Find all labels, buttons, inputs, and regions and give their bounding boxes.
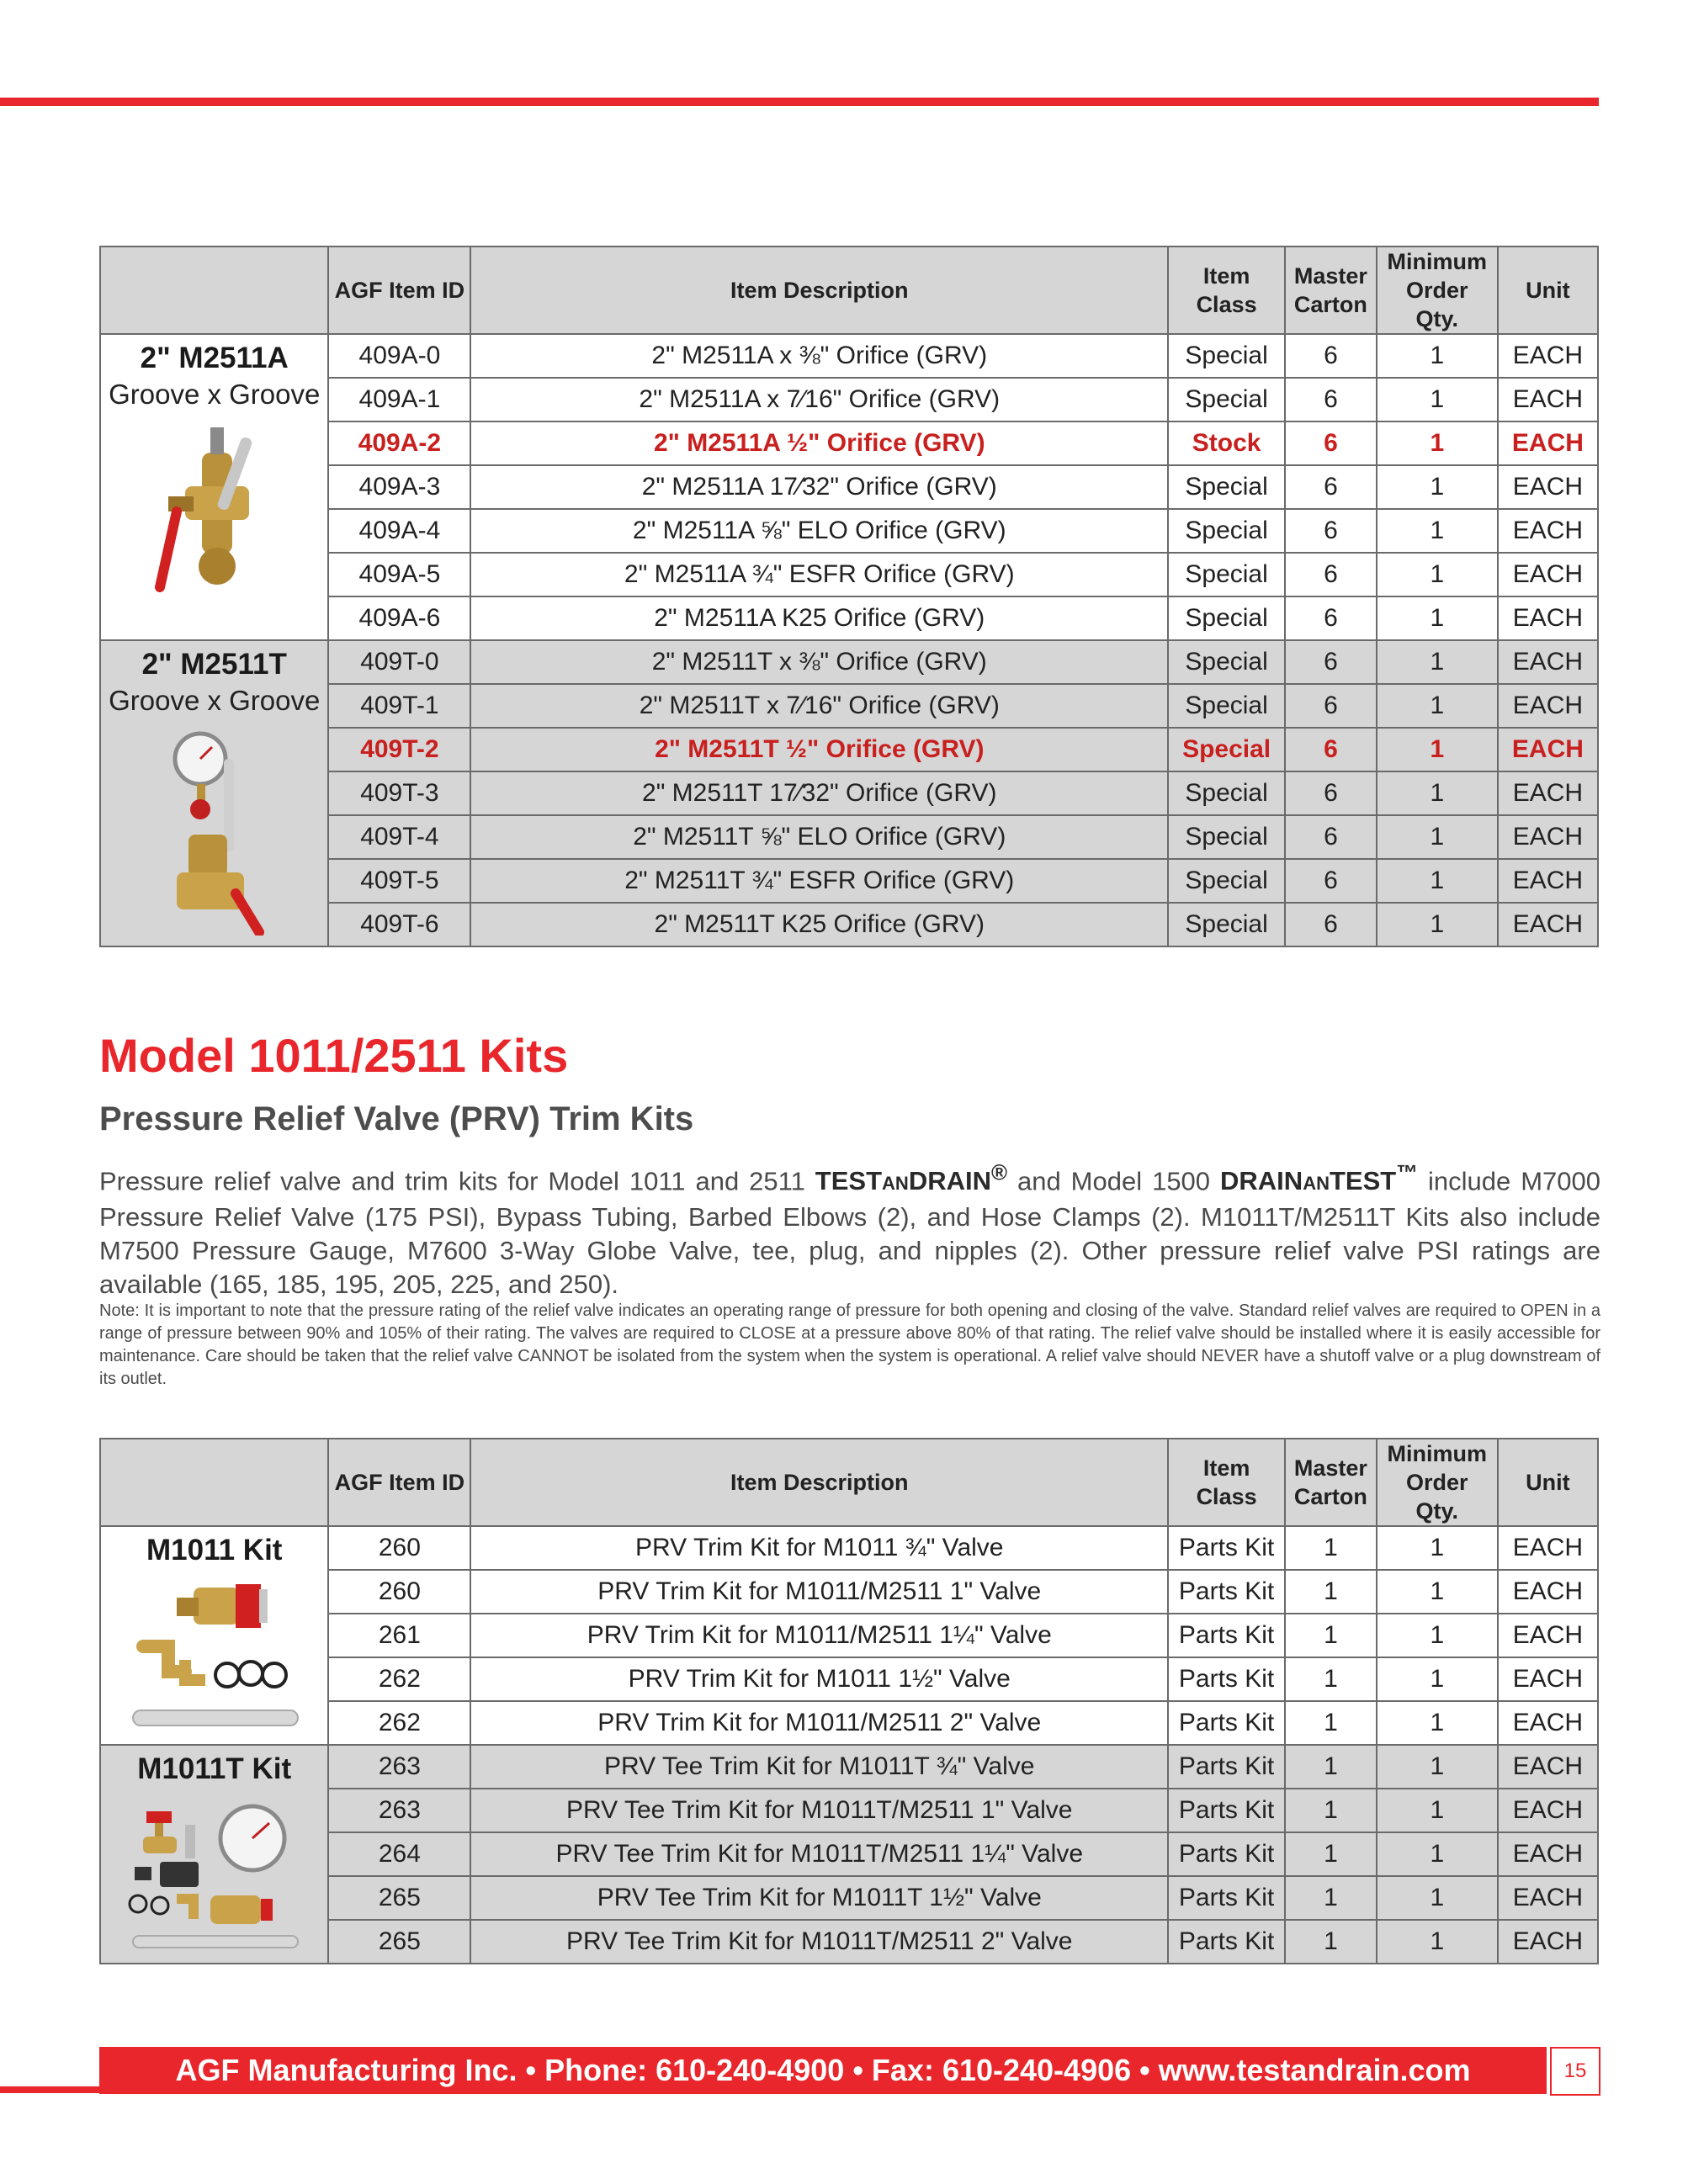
table-row: [100, 1745, 1598, 1789]
unit: EACH: [1498, 1789, 1598, 1832]
item-id: 265: [328, 1920, 470, 1964]
item-class: Parts Kit: [1168, 1570, 1285, 1614]
unit: EACH: [1498, 1701, 1598, 1745]
unit: EACH: [1498, 1920, 1598, 1964]
header-item-class: Item Class: [1168, 246, 1285, 334]
item-id: 409A-2: [328, 421, 470, 465]
header-unit: Unit: [1498, 246, 1598, 334]
item-class: Special: [1168, 728, 1285, 771]
unit: EACH: [1498, 903, 1598, 946]
unit: EACH: [1498, 421, 1598, 465]
item-class: Stock: [1168, 421, 1285, 465]
item-class: Special: [1168, 815, 1285, 859]
header-master-carton: Master Carton: [1285, 1439, 1377, 1526]
min-order-qty: 1: [1377, 684, 1498, 728]
master-carton: 6: [1285, 509, 1377, 553]
item-description: PRV Tee Trim Kit for M1011T 1½" Valve: [470, 1876, 1168, 1920]
header-blank: [100, 1439, 328, 1526]
item-description: 2" M2511T ⅝" ELO Orifice (GRV): [470, 815, 1168, 859]
master-carton: 6: [1285, 859, 1377, 903]
unit: EACH: [1498, 465, 1598, 509]
header-item-id: AGF Item ID: [328, 1439, 470, 1526]
group-cell-m1011-kit: [100, 1526, 328, 1745]
item-id: 409T-1: [328, 684, 470, 728]
master-carton: 6: [1285, 771, 1377, 815]
item-id: 260: [328, 1526, 470, 1570]
min-order-qty: 1: [1377, 378, 1498, 421]
item-description: PRV Tee Trim Kit for M1011T/M2511 2" Valve: [470, 1920, 1168, 1964]
para-between: and Model 1500: [1007, 1166, 1221, 1196]
master-carton: 6: [1285, 553, 1377, 596]
master-carton: 1: [1285, 1614, 1377, 1657]
page-number: 15: [1550, 2047, 1600, 2096]
item-description: 2" M2511T x ⅜" Orifice (GRV): [470, 640, 1168, 684]
item-id: 409A-5: [328, 553, 470, 596]
item-class: Special: [1168, 465, 1285, 509]
para-intro: Pressure relief valve and trim kits for Model 1011 and 2511: [99, 1166, 815, 1196]
item-id: 409A-6: [328, 596, 470, 640]
unit: EACH: [1498, 859, 1598, 903]
item-description: 2" M2511T ½" Orifice (GRV): [470, 728, 1168, 771]
item-description: 2" M2511A ½" Orifice (GRV): [470, 421, 1168, 465]
item-description: 2" M2511T 17⁄32" Orifice (GRV): [470, 771, 1168, 815]
item-id: 263: [328, 1745, 470, 1789]
min-order-qty: 1: [1377, 1745, 1498, 1789]
table-row: [100, 1526, 1598, 1570]
master-carton: 6: [1285, 640, 1377, 684]
item-class: Parts Kit: [1168, 1745, 1285, 1789]
min-order-qty: 1: [1377, 903, 1498, 946]
m2511a-valve-image: [151, 419, 278, 604]
item-class: Parts Kit: [1168, 1876, 1285, 1920]
unit: EACH: [1498, 728, 1598, 771]
unit: EACH: [1498, 1526, 1598, 1570]
unit: EACH: [1498, 596, 1598, 640]
item-description: 2" M2511A ¾" ESFR Orifice (GRV): [470, 553, 1168, 596]
item-description: PRV Trim Kit for M1011/M2511 2" Valve: [470, 1701, 1168, 1745]
item-class: Special: [1168, 596, 1285, 640]
table-row: [100, 334, 1598, 378]
group-cell-m2511a: [100, 334, 328, 640]
group-title: 2" M2511T: [141, 648, 287, 681]
unit: EACH: [1498, 1832, 1598, 1876]
header-item-id: AGF Item ID: [328, 246, 470, 334]
min-order-qty: 1: [1377, 815, 1498, 859]
table-header-row: [100, 246, 1598, 334]
item-id: 409A-0: [328, 334, 470, 378]
unit: EACH: [1498, 771, 1598, 815]
item-class: Parts Kit: [1168, 1526, 1285, 1570]
item-description: 2" M2511T ¾" ESFR Orifice (GRV): [470, 859, 1168, 903]
item-id: 262: [328, 1657, 470, 1701]
section-title: Model 1011/2511 Kits: [99, 1029, 569, 1082]
item-description: 2" M2511A 17⁄32" Orifice (GRV): [470, 465, 1168, 509]
unit: EACH: [1498, 1657, 1598, 1701]
item-class: Special: [1168, 509, 1285, 553]
item-class: Special: [1168, 771, 1285, 815]
item-id: 409T-3: [328, 771, 470, 815]
section-subtitle: Pressure Relief Valve (PRV) Trim Kits: [99, 1100, 694, 1137]
master-carton: 1: [1285, 1789, 1377, 1832]
master-carton: 6: [1285, 815, 1377, 859]
master-carton: 1: [1285, 1701, 1377, 1745]
master-carton: 1: [1285, 1657, 1377, 1701]
group-title: 2" M2511A: [140, 342, 289, 374]
item-id: 260: [328, 1570, 470, 1614]
header-min-order: Minimum Order Qty.: [1377, 246, 1498, 334]
item-description: 2" M2511A x 7⁄16" Orifice (GRV): [470, 378, 1168, 421]
item-class: Special: [1168, 859, 1285, 903]
item-class: Special: [1168, 903, 1285, 946]
min-order-qty: 1: [1377, 771, 1498, 815]
footer-contact-bar: AGF Manufacturing Inc. • Phone: 610-240-4900 • Fax: 610-240-4906 • www.testandrain.com: [99, 2047, 1547, 2094]
unit: EACH: [1498, 1745, 1598, 1789]
group-cell-m1011t-kit: [100, 1745, 328, 1964]
min-order-qty: 1: [1377, 1876, 1498, 1920]
m1011t-kit-image: [126, 1794, 303, 1954]
item-id: 409T-2: [328, 728, 470, 771]
master-carton: 1: [1285, 1745, 1377, 1789]
kit-description: [99, 1157, 1600, 1301]
item-description: PRV Tee Trim Kit for M1011T/M2511 1" Valve: [470, 1789, 1168, 1832]
item-id: 264: [328, 1832, 470, 1876]
item-class: Parts Kit: [1168, 1920, 1285, 1964]
min-order-qty: 1: [1377, 728, 1498, 771]
item-description: PRV Tee Trim Kit for M1011T ¾" Valve: [470, 1745, 1168, 1789]
item-id: 262: [328, 1701, 470, 1745]
master-carton: 6: [1285, 421, 1377, 465]
item-id: 409T-4: [328, 815, 470, 859]
min-order-qty: 1: [1377, 1657, 1498, 1701]
item-class: Parts Kit: [1168, 1657, 1285, 1701]
item-class: Parts Kit: [1168, 1832, 1285, 1876]
min-order-qty: 1: [1377, 421, 1498, 465]
item-class: Special: [1168, 553, 1285, 596]
item-description: 2" M2511T K25 Orifice (GRV): [470, 903, 1168, 946]
item-description: 2" M2511A K25 Orifice (GRV): [470, 596, 1168, 640]
m1011-kit-image: [126, 1576, 303, 1736]
item-class: Special: [1168, 378, 1285, 421]
master-carton: 6: [1285, 465, 1377, 509]
footer-left-rule: [0, 2086, 99, 2093]
min-order-qty: 1: [1377, 596, 1498, 640]
item-id: 409A-3: [328, 465, 470, 509]
header-description: Item Description: [470, 246, 1168, 334]
m2511t-valve-image: [151, 725, 278, 936]
item-class: Parts Kit: [1168, 1789, 1285, 1832]
item-class: Special: [1168, 334, 1285, 378]
master-carton: 6: [1285, 728, 1377, 771]
unit: EACH: [1498, 553, 1598, 596]
master-carton: 1: [1285, 1832, 1377, 1876]
master-carton: 6: [1285, 334, 1377, 378]
para-rest: include M7000 Pressure Relief Valve (175 PSI), Bypass Tubing, Barbed Elbows (2), and Hose Clamps (2). M1011T/M2511T Kits also include M7500 Pressure Gauge, M7600 3-Way Globe Valve, tee, plug, and nipples (2). Other pressure relief valve PSI ratings are available (165, 185, 195, 205, 225, and 250).: [99, 1166, 1600, 1300]
table-header-row: [100, 1439, 1598, 1526]
unit: EACH: [1498, 509, 1598, 553]
min-order-qty: 1: [1377, 1614, 1498, 1657]
min-order-qty: 1: [1377, 509, 1498, 553]
item-class: Special: [1168, 684, 1285, 728]
group-title: M1011T Kit: [137, 1752, 292, 1785]
min-order-qty: 1: [1377, 640, 1498, 684]
item-description: 2" M2511A ⅝" ELO Orifice (GRV): [470, 509, 1168, 553]
master-carton: 6: [1285, 903, 1377, 946]
min-order-qty: 1: [1377, 1789, 1498, 1832]
item-class: Special: [1168, 640, 1285, 684]
header-unit: Unit: [1498, 1439, 1598, 1526]
table-row: [100, 640, 1598, 684]
header-item-class: Item Class: [1168, 1439, 1285, 1526]
header-blank: [100, 246, 328, 334]
min-order-qty: 1: [1377, 1526, 1498, 1570]
item-id: 409T-5: [328, 859, 470, 903]
item-class: Parts Kit: [1168, 1614, 1285, 1657]
unit: EACH: [1498, 815, 1598, 859]
unit: EACH: [1498, 1614, 1598, 1657]
item-id: 409T-0: [328, 640, 470, 684]
min-order-qty: 1: [1377, 553, 1498, 596]
item-description: 2" M2511A x ⅜" Orifice (GRV): [470, 334, 1168, 378]
item-id: 261: [328, 1614, 470, 1657]
item-description: PRV Trim Kit for M1011 ¾" Valve: [470, 1526, 1168, 1570]
master-carton: 6: [1285, 684, 1377, 728]
master-carton: 6: [1285, 378, 1377, 421]
m2511-orifice-table: [99, 246, 1599, 947]
group-subtitle: Groove x Groove: [109, 379, 321, 410]
item-id: 409A-4: [328, 509, 470, 553]
prv-trim-kit-table: [99, 1438, 1599, 1964]
drainantest-brand: DRAINANTEST™: [1220, 1162, 1419, 1196]
master-carton: 6: [1285, 596, 1377, 640]
unit: EACH: [1498, 1876, 1598, 1920]
min-order-qty: 1: [1377, 859, 1498, 903]
group-title: M1011 Kit: [146, 1534, 283, 1566]
unit: EACH: [1498, 640, 1598, 684]
item-description: PRV Trim Kit for M1011/M2511 1" Valve: [470, 1570, 1168, 1614]
min-order-qty: 1: [1377, 334, 1498, 378]
item-id: 409T-6: [328, 903, 470, 946]
pressure-rating-note: Note: It is important to note that the pressure rating of the relief valve indicates an operating range of pressure for both opening and closing of the valve. Standard relief valves are required to OPEN in a range of pressure between 90% and 105% of their rating. The valves are required to CLOSE at a pressure above 80% of that rating. The relief valve should be installed where it is easily accessible for maintenance. Care should be taken that the relief valve CANNOT be isolated from the system when the system is operational. A relief valve should NEVER have a shutoff valve or a plug downstream of its outlet.: [99, 1301, 1600, 1388]
item-id: 409A-1: [328, 378, 470, 421]
testandrain-brand: TESTANDRAIN®: [815, 1162, 1008, 1196]
min-order-qty: 1: [1377, 1701, 1498, 1745]
group-cell-m2511t: [100, 640, 328, 946]
header-master-carton: Master Carton: [1285, 246, 1377, 334]
item-description: PRV Trim Kit for M1011/M2511 1¼" Valve: [470, 1614, 1168, 1657]
min-order-qty: 1: [1377, 1570, 1498, 1614]
master-carton: 1: [1285, 1876, 1377, 1920]
item-description: PRV Trim Kit for M1011 1½" Valve: [470, 1657, 1168, 1701]
unit: EACH: [1498, 334, 1598, 378]
unit: EACH: [1498, 378, 1598, 421]
master-carton: 1: [1285, 1920, 1377, 1964]
master-carton: 1: [1285, 1570, 1377, 1614]
item-description: PRV Tee Trim Kit for M1011T/M2511 1¼" Valve: [470, 1832, 1168, 1876]
unit: EACH: [1498, 684, 1598, 728]
header-description: Item Description: [470, 1439, 1168, 1526]
master-carton: 1: [1285, 1526, 1377, 1570]
min-order-qty: 1: [1377, 465, 1498, 509]
item-id: 263: [328, 1789, 470, 1832]
unit: EACH: [1498, 1570, 1598, 1614]
header-min-order: Minimum Order Qty.: [1377, 1439, 1498, 1526]
group-subtitle: Groove x Groove: [109, 685, 321, 716]
min-order-qty: 1: [1377, 1832, 1498, 1876]
item-description: 2" M2511T x 7⁄16" Orifice (GRV): [470, 684, 1168, 728]
top-red-rule: [0, 98, 1599, 106]
item-id: 265: [328, 1876, 470, 1920]
min-order-qty: 1: [1377, 1920, 1498, 1964]
item-class: Parts Kit: [1168, 1701, 1285, 1745]
